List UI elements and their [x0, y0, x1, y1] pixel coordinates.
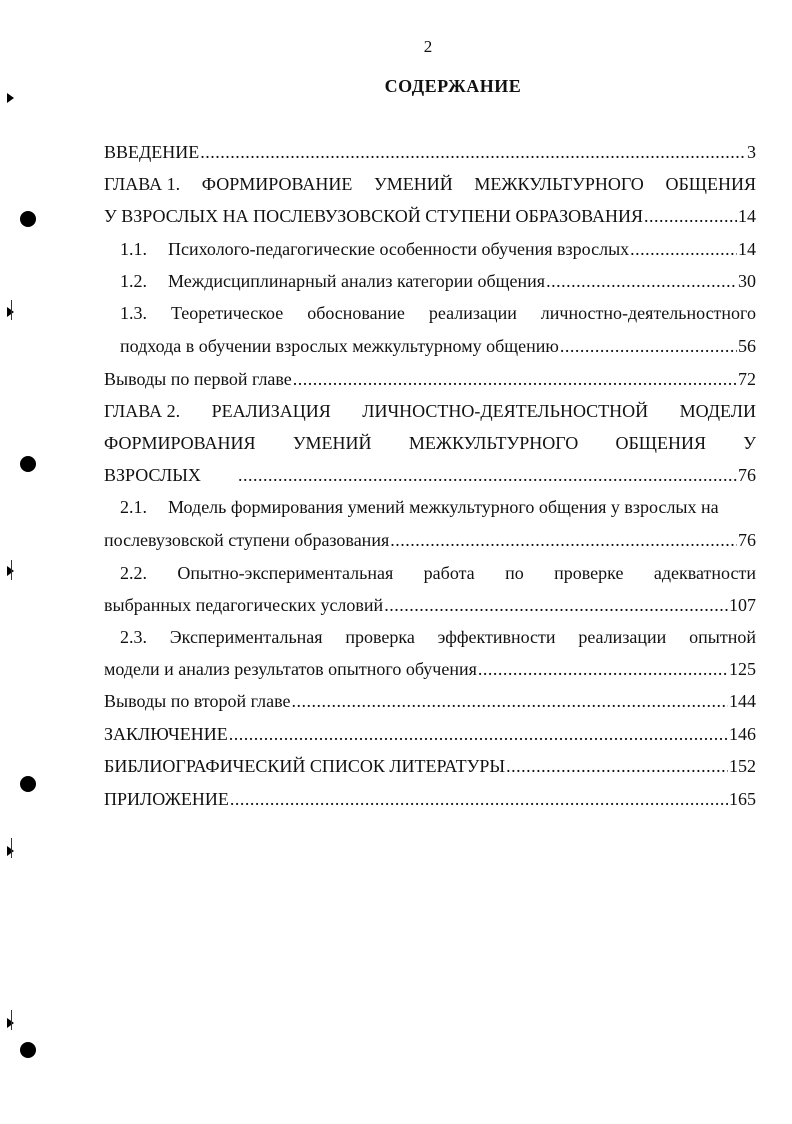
- toc-label: ВЗРОСЛЫХ: [104, 465, 201, 485]
- toc-entry-chapter-2-conclusions[interactable]: [104, 688, 756, 714]
- toc-entry-chapter-1-conclusions[interactable]: [104, 366, 756, 392]
- toc-entry-bibliography[interactable]: [104, 753, 756, 779]
- toc-section-2-1-cont[interactable]: [104, 527, 756, 553]
- toc-label: У ВЗРОСЛЫХ НА ПОСЛЕВУЗОВСКОЙ СТУПЕНИ ОБРАЗОВАНИЯ: [104, 206, 644, 226]
- toc-label-word: по: [505, 563, 524, 583]
- toc-section-1-1[interactable]: [120, 236, 756, 262]
- toc-page-number: 72: [738, 369, 756, 389]
- toc-page-number: 14: [738, 239, 756, 259]
- page-number: 2: [423, 37, 433, 56]
- page-title: СОДЕРЖАНИЕ: [384, 76, 522, 96]
- toc-page-number: 152: [729, 756, 756, 776]
- toc-section-1-3-cont[interactable]: [120, 333, 756, 359]
- toc-chapter-2-heading-end[interactable]: [104, 462, 756, 488]
- toc-label-word: адекватности: [653, 563, 756, 583]
- toc-section-2-2[interactable]: [120, 560, 756, 586]
- chapter-title-word: МЕЖКУЛЬТУРНОГО: [474, 174, 644, 194]
- toc-page-number: 14: [738, 206, 756, 226]
- toc-page-number: 56: [738, 336, 756, 356]
- chapter-title-word: ФОРМИРОВАНИЕ: [201, 174, 353, 194]
- binder-hole: [20, 456, 36, 472]
- toc-label-word: работа: [423, 563, 475, 583]
- toc-leader-dots: [546, 268, 737, 294]
- toc-label: послевузовской ступени образования: [104, 530, 390, 550]
- toc-label-word: реализации: [428, 303, 517, 323]
- section-number: 2.3.: [120, 627, 147, 647]
- chapter-number: ГЛАВА 2.: [104, 401, 181, 421]
- toc-entry-conclusion[interactable]: [104, 721, 756, 747]
- chapter-title-word: ОБЩЕНИЯ: [615, 433, 706, 453]
- toc-label-word: Опытно-экспериментальная: [177, 563, 394, 583]
- margin-tick: [11, 300, 12, 320]
- chapter-title-word: МОДЕЛИ: [679, 401, 756, 421]
- toc-label: ПРИЛОЖЕНИЕ: [104, 789, 229, 809]
- toc-page-number: 107: [729, 595, 756, 615]
- toc-label: Модель формирования умений межкультурного общения у взрослых на: [168, 497, 719, 517]
- toc-label-word: Теоретическое: [170, 303, 284, 323]
- toc-chapter-1-heading[interactable]: [104, 171, 756, 197]
- toc-label: Междисциплинарный анализ категории общения: [168, 271, 546, 291]
- section-number: 2.1.: [120, 497, 147, 517]
- margin-tick: [11, 1010, 12, 1030]
- toc-label-word: обоснование: [307, 303, 405, 323]
- toc-leader-dots: [478, 656, 728, 682]
- toc-chapter-2-heading[interactable]: [104, 398, 756, 424]
- toc-page-number: 3: [747, 142, 756, 162]
- toc-leader-dots: [560, 333, 737, 359]
- chapter-title-word: УМЕНИЙ: [292, 433, 372, 453]
- chapter-title-word: ФОРМИРОВАНИЯ: [104, 433, 256, 453]
- toc-page-number: 146: [729, 724, 756, 744]
- chapter-title-word: МЕЖКУЛЬТУРНОГО: [408, 433, 579, 453]
- toc-entry-appendix[interactable]: [104, 786, 756, 812]
- toc-section-1-3[interactable]: [120, 300, 756, 326]
- toc-section-2-1[interactable]: [120, 494, 756, 520]
- toc-label-word: опытной: [689, 627, 756, 647]
- toc-section-1-2[interactable]: [120, 268, 756, 294]
- toc-leader-dots: [293, 366, 737, 392]
- margin-arrow-mark: [7, 93, 14, 103]
- toc-label: БИБЛИОГРАФИЧЕСКИЙ СПИСОК ЛИТЕРАТУРЫ: [104, 756, 506, 776]
- section-number: 2.2.: [120, 563, 147, 583]
- toc-chapter-2-heading-cont[interactable]: [104, 430, 756, 456]
- toc-page-number: 76: [738, 465, 756, 485]
- chapter-title-word: РЕАЛИЗАЦИЯ: [211, 401, 331, 421]
- section-number: 1.2.: [120, 271, 147, 291]
- toc-leader-dots: [229, 721, 728, 747]
- toc-label-word: Экспериментальная: [169, 627, 323, 647]
- toc-chapter-1-heading-cont[interactable]: [104, 203, 756, 229]
- binder-hole: [20, 1042, 36, 1058]
- toc-label: Психолого-педагогические особенности обучения взрослых: [168, 239, 630, 259]
- toc-label: выбранных педагогических условий: [104, 595, 384, 615]
- toc-leader-dots: [630, 236, 737, 262]
- chapter-number: ГЛАВА 1.: [104, 174, 181, 194]
- toc-page-number: 125: [729, 659, 756, 679]
- toc-leader-dots: [230, 786, 728, 812]
- toc-page-number: 144: [729, 691, 756, 711]
- toc-label: ЗАКЛЮЧЕНИЕ: [104, 724, 228, 744]
- section-number: 1.1.: [120, 239, 147, 259]
- toc-leader-dots: [644, 203, 737, 229]
- toc-label-word: проверка: [345, 627, 415, 647]
- toc-leader-dots: [238, 462, 737, 488]
- toc-section-2-2-cont[interactable]: [104, 592, 756, 618]
- toc-label: Выводы по первой главе: [104, 369, 292, 389]
- margin-tick: [11, 560, 12, 580]
- toc-leader-dots: [506, 753, 728, 779]
- toc-label: Выводы по второй главе: [104, 691, 291, 711]
- toc-page-number: 30: [738, 271, 756, 291]
- binder-hole: [20, 211, 36, 227]
- toc-section-2-3-cont[interactable]: [104, 656, 756, 682]
- chapter-title-word: У: [743, 433, 756, 453]
- toc-section-2-3[interactable]: [120, 624, 756, 650]
- toc-leader-dots: [390, 527, 737, 553]
- toc-label: ВВЕДЕНИЕ: [104, 142, 200, 162]
- margin-tick: [11, 838, 12, 858]
- toc-leader-dots: [291, 688, 728, 714]
- section-number: 1.3.: [120, 303, 147, 323]
- chapter-title-word: ОБЩЕНИЯ: [665, 174, 756, 194]
- toc-leader-dots: [384, 592, 728, 618]
- toc-page-number: 165: [729, 789, 756, 809]
- toc-label-word: реализации: [578, 627, 667, 647]
- toc-leader-dots: [200, 139, 746, 165]
- binder-hole: [20, 776, 36, 792]
- toc-label-word: личностно-деятельностного: [540, 303, 756, 323]
- toc-label-word: проверке: [554, 563, 624, 583]
- chapter-title-word: УМЕНИЙ: [374, 174, 453, 194]
- chapter-title-word: ЛИЧНОСТНО-ДЕЯТЕЛЬНОСТНОЙ: [362, 401, 649, 421]
- toc-entry-introduction[interactable]: [104, 139, 756, 165]
- toc-label: модели и анализ результатов опытного обучения: [104, 659, 477, 679]
- toc-label: подхода в обучении взрослых межкультурному общению: [120, 336, 559, 356]
- toc-label-word: эффективности: [437, 627, 556, 647]
- toc-page-number: 76: [738, 530, 756, 550]
